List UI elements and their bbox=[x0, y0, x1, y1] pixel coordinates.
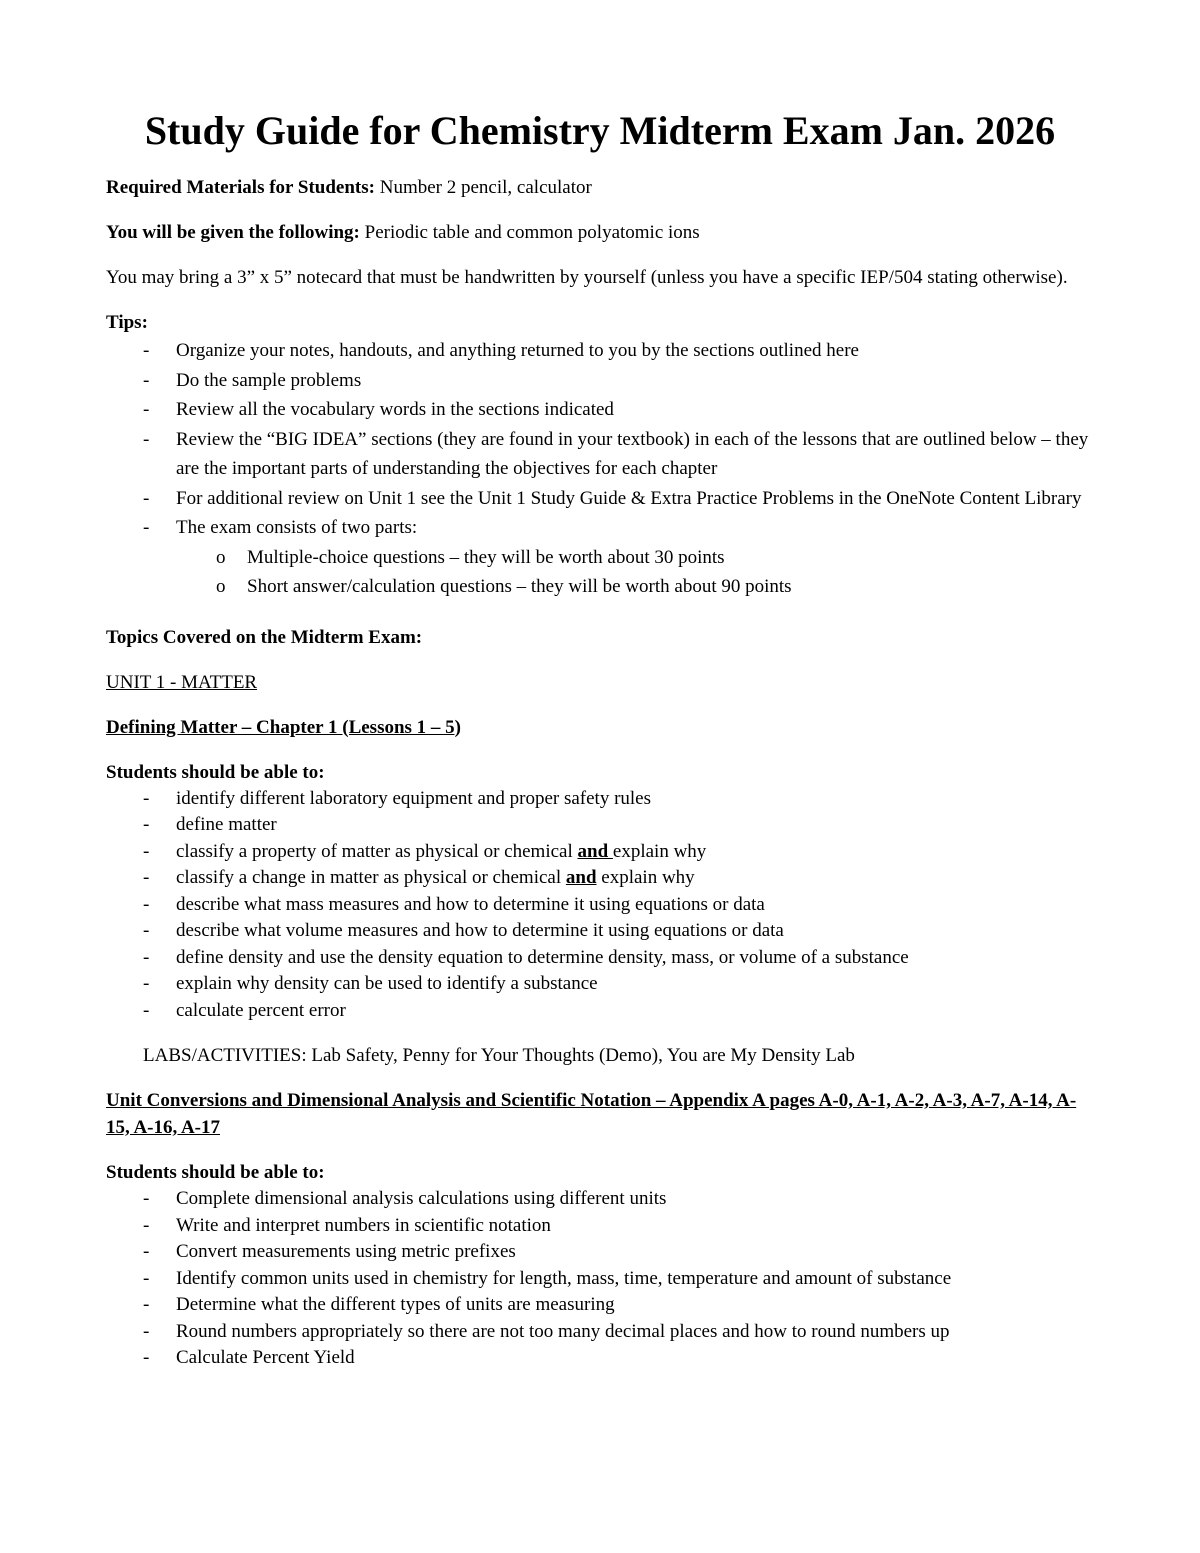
dash-bullet: - bbox=[143, 787, 150, 809]
list-item bbox=[106, 786, 1094, 813]
list-item bbox=[106, 1266, 1094, 1293]
list-item bbox=[106, 945, 1094, 972]
objective-text: Round numbers appropriately so there are not too many decimal places and how to round numbers up bbox=[176, 1320, 950, 1342]
students-should-heading: Students should be able to: bbox=[106, 1162, 325, 1183]
objective-text: Calculate Percent Yield bbox=[176, 1347, 355, 1368]
list-item bbox=[106, 1345, 1094, 1372]
section-heading-defining-matter: Defining Matter – Chapter 1 (Lessons 1 – 5) bbox=[106, 716, 461, 738]
students-should-heading: Students should be able to: bbox=[106, 761, 325, 783]
dash-bullet: - bbox=[143, 369, 150, 391]
dash-bullet: - bbox=[143, 1347, 150, 1368]
given-materials-value: Periodic table and common polyatomic ions bbox=[364, 222, 700, 243]
given-materials-line bbox=[106, 219, 1094, 246]
list-item bbox=[106, 1186, 1094, 1213]
dash-bullet: - bbox=[143, 999, 150, 1021]
list-item bbox=[106, 998, 1094, 1025]
objective-text: describe what volume measures and how to determine it using equations or data bbox=[176, 920, 784, 941]
objective-text: classify a change in matter as physical or chemical bbox=[176, 867, 566, 888]
circle-bullet: o bbox=[216, 546, 226, 568]
dash-bullet: - bbox=[143, 946, 150, 968]
exam-parts-list bbox=[106, 543, 1094, 602]
list-item bbox=[106, 395, 1094, 425]
tips-heading: Tips: bbox=[106, 312, 148, 333]
objectives-list-unit-conversions bbox=[106, 1186, 1094, 1372]
tip-text: Review the “BIG IDEA” sections (they are found in your textbook) in each of the lessons that are outlined below – they are the important parts of understanding the objectives for each chapter bbox=[176, 428, 1089, 479]
objective-text: classify a property of matter as physical or chemical bbox=[176, 840, 578, 862]
dash-bullet: - bbox=[143, 840, 150, 862]
required-materials-line bbox=[106, 174, 1094, 201]
objective-text: Write and interpret numbers in scientific notation bbox=[176, 1214, 551, 1236]
circle-bullet: o bbox=[216, 576, 226, 597]
dash-bullet: - bbox=[143, 1241, 150, 1262]
list-item bbox=[106, 425, 1094, 484]
list-item bbox=[106, 918, 1094, 945]
objective-text: explain why bbox=[596, 867, 695, 888]
dash-bullet: - bbox=[143, 399, 150, 420]
dash-bullet: - bbox=[143, 1188, 150, 1209]
emphasis-and: and bbox=[565, 867, 597, 888]
document-title: Study Guide for Chemistry Midterm Exam Jan. 2026 bbox=[144, 108, 1056, 153]
tip-text: The exam consists of two parts: bbox=[176, 517, 418, 538]
dash-bullet: - bbox=[143, 1214, 150, 1236]
tips-list bbox=[106, 336, 1094, 543]
emphasis-and: and bbox=[577, 840, 613, 862]
dash-bullet: - bbox=[143, 340, 150, 361]
tip-text: For additional review on Unit 1 see the Unit 1 Study Guide & Extra Practice Problems in the OneNote Content Library bbox=[176, 487, 1082, 509]
dash-bullet: - bbox=[143, 517, 150, 538]
objective-text: Convert measurements using metric prefixes bbox=[176, 1241, 516, 1262]
exam-part-text: Multiple-choice questions – they will be worth about 30 points bbox=[247, 546, 725, 568]
unit-heading: UNIT 1 - MATTER bbox=[106, 671, 258, 693]
dash-bullet: - bbox=[143, 973, 150, 994]
objective-text: describe what mass measures and how to determine it using equations or data bbox=[176, 893, 765, 915]
list-item bbox=[106, 336, 1094, 366]
dash-bullet: - bbox=[143, 867, 150, 888]
exam-part-text: Short answer/calculation questions – they will be worth about 90 points bbox=[247, 576, 792, 597]
notecard-paragraph: You may bring a 3” x 5” notecard that must be handwritten by yourself (unless you have a specific IEP/504 stating otherwise). bbox=[106, 267, 1068, 288]
section-heading-unit-conversions: Unit Conversions and Dimensional Analysis and Scientific Notation – Appendix A pages A-0, A-1, A-2, A-3, A-7, A-14, A-15, A-16, A-17 bbox=[106, 1090, 1077, 1138]
list-item bbox=[106, 513, 1094, 543]
required-materials-label: Required Materials for Students: bbox=[106, 177, 375, 198]
objectives-list-defining-matter bbox=[106, 786, 1094, 1025]
dash-bullet: - bbox=[143, 1267, 150, 1289]
objective-text: define matter bbox=[176, 814, 277, 835]
list-item bbox=[106, 1239, 1094, 1266]
given-materials-label: You will be given the following: bbox=[106, 222, 360, 243]
list-item bbox=[106, 892, 1094, 919]
dash-bullet: - bbox=[143, 428, 150, 450]
required-materials-value: Number 2 pencil, calculator bbox=[379, 177, 592, 198]
list-item bbox=[106, 366, 1094, 396]
dash-bullet: - bbox=[143, 1320, 150, 1342]
tip-text: Do the sample problems bbox=[176, 369, 362, 391]
list-item bbox=[106, 971, 1094, 998]
dash-bullet: - bbox=[143, 814, 150, 835]
list-item bbox=[106, 839, 1094, 866]
dash-bullet: - bbox=[143, 487, 150, 509]
dash-bullet: - bbox=[143, 1294, 150, 1315]
list-item bbox=[106, 543, 1094, 573]
tip-text: Organize your notes, handouts, and anything returned to you by the sections outlined here bbox=[176, 340, 859, 361]
objective-text: Complete dimensional analysis calculations using different units bbox=[176, 1188, 667, 1209]
objective-text: calculate percent error bbox=[176, 999, 346, 1021]
objective-text: explain why density can be used to identify a substance bbox=[176, 973, 598, 994]
objective-text: Identify common units used in chemistry for length, mass, time, temperature and amount of substance bbox=[176, 1267, 952, 1289]
objective-text: explain why bbox=[612, 840, 707, 862]
objective-text: Determine what the different types of units are measuring bbox=[176, 1294, 615, 1315]
tip-text: Review all the vocabulary words in the sections indicated bbox=[176, 399, 614, 420]
objective-text: identify different laboratory equipment and proper safety rules bbox=[176, 787, 652, 809]
topics-heading: Topics Covered on the Midterm Exam: bbox=[106, 626, 423, 648]
list-item bbox=[106, 484, 1094, 514]
dash-bullet: - bbox=[143, 893, 150, 915]
list-item bbox=[106, 572, 1094, 602]
labs-activities-line: LABS/ACTIVITIES: Lab Safety, Penny for Your Thoughts (Demo), You are My Density Lab bbox=[143, 1045, 855, 1066]
list-item bbox=[106, 865, 1094, 892]
list-item bbox=[106, 1292, 1094, 1319]
list-item bbox=[106, 1319, 1094, 1346]
dash-bullet: - bbox=[143, 920, 150, 941]
list-item bbox=[106, 1213, 1094, 1240]
objective-text: define density and use the density equation to determine density, mass, or volume of a substance bbox=[176, 946, 909, 968]
list-item bbox=[106, 812, 1094, 839]
